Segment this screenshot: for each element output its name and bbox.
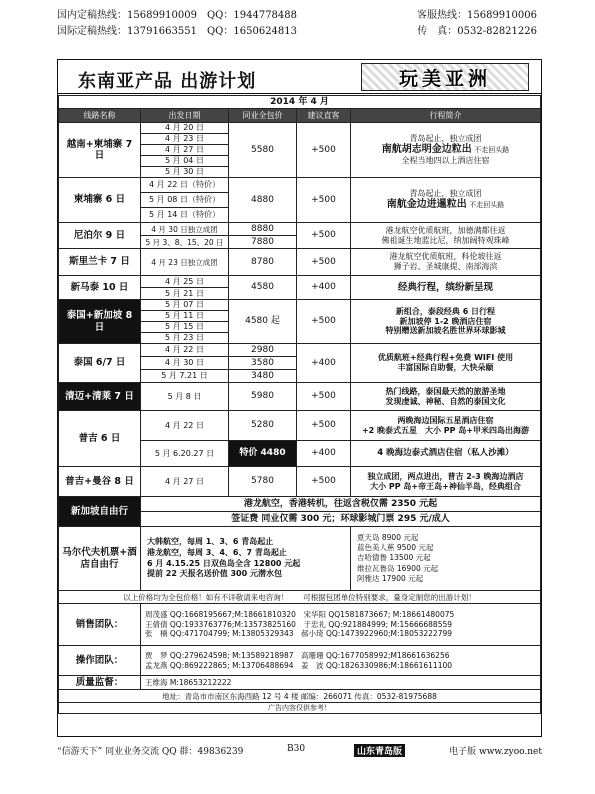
ad-note: 广告内容仅供参考！ (59, 703, 541, 714)
column-headers: 线路名称 出发日期 同业全包价 建议直客 行程简介 (59, 109, 541, 123)
sales-team: 销售团队： 周茂盛 QQ:1668195667;M:18661810320 宋华阳 QQ1581873667; M:18661480075 王倩倩 QQ:1933763776;M:13573825160 于忠礼 QQ:921884999; M:15666688559 张 楠 QQ:471704799; M:13805329343 郝小琦 QQ:1473922960;M:18053222799 (59, 604, 541, 646)
table-row: 普吉+曼谷 8 日 4 月 27 日 5780 +500 独立成团，两点进出，普吉 2-3 晚海边酒店 大小 PP 岛+帝王岛+神仙半岛，经典组合 (59, 467, 541, 497)
table-row: 泰国+新加坡 8 日 5 月 07 日 4580 起 +500 新组合，泰段经典 6 日行程 新加坡停 1-2 晚酒店住宿 特别赠送新加坡名胜世界环球影城 (59, 300, 541, 311)
quality-supervision: 质量监督： 王维海 M:18653212222 (59, 676, 541, 690)
table-row: 泰国 6/7 日 4 月 22 日 2980 +400 优质航班+经典行程+免费 WIFI 使用 丰富国际自助餐，大快朵颐 (59, 344, 541, 357)
domestic-hotline: 国内定稿热线：15689910009 QQ：1944778488 (57, 10, 298, 21)
website-link[interactable]: 电子版 www.zyoo.net (449, 747, 542, 757)
table-row: 尼泊尔 9 日 4 月 30 日独立成团 8880 +500 港龙航空优质航班，加德满都往返 佛祖诞生地蓝比尼，纳加阔特观珠峰 (59, 223, 541, 236)
month-title: 2014 年 4 月 (59, 96, 541, 109)
tour-schedule-sheet (57, 59, 542, 737)
table-row: 新马泰 10 日 4 月 25 日 4580 +400 经典行程，缤纷新呈现 (59, 276, 541, 288)
table-row: 新加坡自由行 港龙航空，香港转机，往返含税仅需 2350 元起 (59, 497, 541, 512)
price-note: 以上价格均为全包价格！如有不详敬请来电咨询！ 可根据包团单位特别要求，量身定制您的出游计划！ (59, 591, 541, 604)
table-row: 清迈+清莱 7 日 5 月 8 日 5980 +500 热门线路，泰国最天然的旅游圣地 发现虔诚、神秘、自然的泰国文化 (59, 383, 541, 411)
table-row: 马尔代夫机票+酒店自由行 大韩航空，每周 1、3、6 青岛起止 港龙航空，每周 3、4、6、7 青岛起止 6 月 4.15.25 日双鱼岛全含 12800 元起 提前 22 天报名送价值 300 元潜水包 夏天岛 8900 元起 蓝色美人蕉 9500 元起 吉哈德鲁 13500 元起 维拉瓦鲁岛 16900 元起 阿雅达 17900 元起 (59, 527, 541, 591)
table-row: 斯里兰卡 7 日 4 月 23 日独立成团 8780 +500 港龙航空优质航班，科伦坡往返 狮子岩、圣城康提、南部海滨 (59, 249, 541, 276)
ops-team: 操作团队： 贾 梦 QQ:279624598; M:13589218987 高珊珊 QQ:1677058992;M18661636256 孟龙燕 QQ:869222865; M:13706488694 姜 波 QQ:1826330986;M:18661611100 (59, 646, 541, 676)
fax: 传 真：0532-82821226 (417, 26, 537, 37)
brand-logo: 玩美亚洲 (361, 63, 529, 91)
intl-hotline: 国际定稿热线：13791663551 QQ：1650624813 (57, 26, 298, 37)
tour-table: 2014 年 4 月 线路名称 出发日期 同业全包价 建议直客 行程简介 越南+柬埔寨 7 日 4 月 20 日 5580 +500 青岛起止，独立成团 南航胡志明金边粒出 不走回头路 全程当地四以上酒店住宿 4 月 23 日 4 月 27 日 5 月 04 日 5 月 30 日 柬埔寨 6 日 4 月 22 日（特价） 4880 +500 青岛起止，独立成团 南航金边进暹粒出 不走回头路 5 月 08 日（特价） 5 月 14 日（特价） 尼泊尔 9 日 4 月 30 日独立成团 8880 +500 港龙航空优质航班，加德满都往返 佛祖诞生地蓝比尼，纳加阔特观珠峰 5 月 3、8、15、20 日 7880 斯里兰卡 7 日 4 月 23 日独立成团 8780 +500 港龙航空优质航班，科伦坡往返 狮子岩、圣城康提、南部海滨 新马泰 10 日 4 月 25 日 4580 +400 经典行程，缤纷新呈现 5 月 21 日 泰国+新加坡 8 日 5 月 07 日 4580 起 +500 新组合，泰段经典 6 日行程 新加坡停 1-2 晚酒店住宿 特别赠送新加坡名胜世界环球影城 5 月 11 日 5 月 15 日 5 月 23 日 泰国 6/7 日 4 月 22 日 2980 +400 优质航班+经典行程+免费 WIFI 使用 丰富国际自助餐，大快朵颐 4 月 30 日 3580 5 月 7.21 日 3480 清迈+清莱 7 日 5 月 8 日 5980 +500 热门线路，泰国最天然的旅游圣地 发现虔诚、神秘、自然的泰国文化 普吉 6 日 4 月 22 日 5280 +500 两晚海边国际五星酒店住宿 +2 晚泰式五星 大小 PP 岛+甲米四岛出海游 5 月 6.20.27 日 特价 4480 +400 4 晚海边泰式酒店住宿（私人沙滩） 普吉+曼谷 8 日 4 月 27 日 5780 +500 独立成团，两点进出，普吉 2-3 晚海边酒店 大小 PP 岛+帝王岛+神仙半岛，经典组合 新加坡自由行 港龙航空，香港转机，往返含税仅需 2350 元起 签证费 同业仅需 300 元；环球影城门票 295 元/成人 马尔代夫机票+酒店自由行 大韩航空，每周 1、3、6 青岛起止 港龙航空，每周 3、4、6、7 青岛起止 6 月 4.15.25 日双鱼岛全含 12800 元起 提前 22 天报名送价值 300 元潜水包 夏天岛 8900 元起 蓝色美人蕉 9500 元起 吉哈德鲁 13500 元起 维拉瓦鲁岛 16900 元起 阿雅达 17900 元起 以上价格均为全包价格！如有不详敬请来电咨询！ 可根据包团单位特别要求，量身定制您的出游计划！ 销售团队： 周茂盛 QQ:1668195667;M:18661810320 宋华阳 QQ1581873667; M:18661480075 王倩倩 QQ:1933763776;M:13573825160 于忠礼 QQ:921884999; M:15666688559 张 楠 QQ:471704799; M:13805329343 郝小琦 QQ:1473922960;M:18053222799 操作团队： 贾 梦 QQ:279624598; M:13589218987 高珊珊 QQ:1677058992;M18661636256 孟龙燕 QQ:869222865; M:13706488694 姜 波 QQ:1826330986;M:18661611100 质量监督： 王维海 M:18653212222 地址：青岛市市南区东海西路 12 号 4 楼 邮编：266071 传真：0532-81975688 广告内容仅供参考！ (58, 95, 541, 714)
qq-group: “信游天下” 同业业务交流 QQ 群：49836239 (57, 747, 244, 757)
address: 地址：青岛市市南区东海西路 12 号 4 楼 邮编：266071 传真：0532-81975688 (59, 690, 541, 703)
table-row: 越南+柬埔寨 7 日 4 月 20 日 5580 +500 青岛起止，独立成团 南航胡志明金边粒出 不走回头路 全程当地四以上酒店住宿 (59, 123, 541, 134)
edition-badge: 山东青岛版 (354, 744, 405, 757)
special-price-badge: 特价 4480 (229, 441, 297, 467)
service-hotline: 客服热线：15689910006 (417, 10, 537, 21)
table-row: 柬埔寨 6 日 4 月 22 日（特价） 4880 +500 青岛起止，独立成团 南航金边进暹粒出 不走回头路 (59, 178, 541, 193)
banner (58, 60, 541, 94)
banner-title: 东南亚产品 出游计划 (78, 71, 257, 92)
table-row: 普吉 6 日 4 月 22 日 5280 +500 两晚海边国际五星酒店住宿 +2 晚泰式五星 大小 PP 岛+甲米四岛出海游 (59, 411, 541, 441)
page-number: B30 (287, 744, 306, 754)
